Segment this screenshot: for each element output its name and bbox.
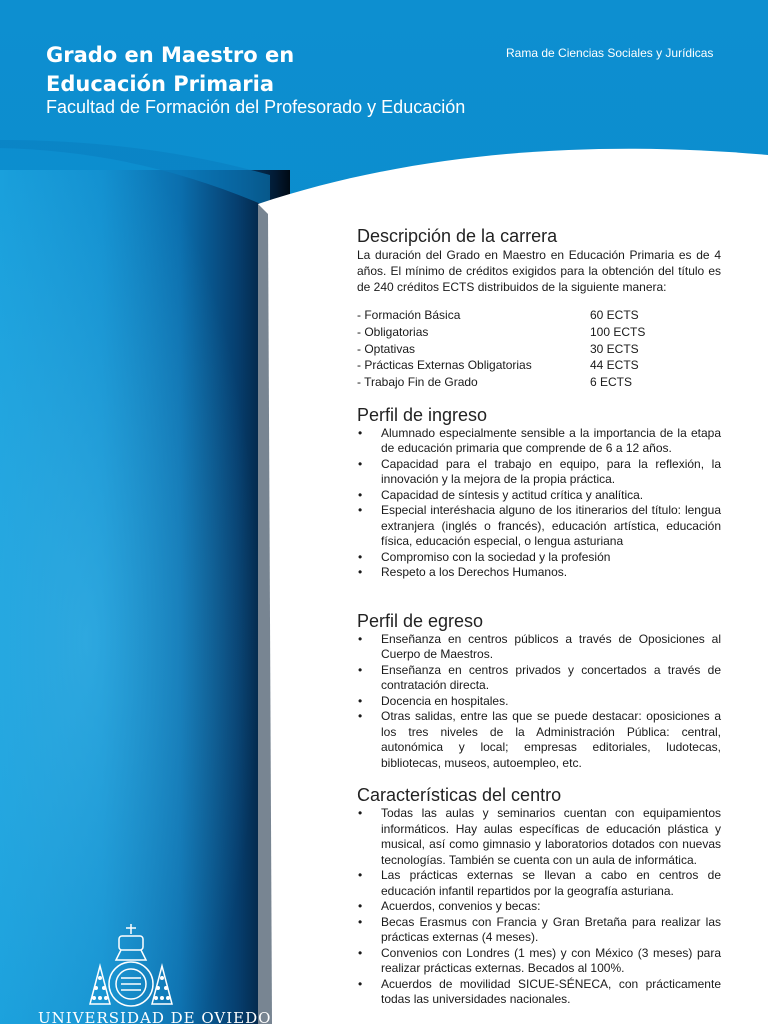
credit-label: - Optativas — [357, 341, 416, 356]
branch-label: Rama de Ciencias Sociales y Jurídicas — [506, 46, 714, 60]
credit-value: 44 ECTS — [590, 358, 639, 373]
list-item: • Capacidad de síntesis y actitud crítica y analítica. — [357, 488, 721, 504]
university-crest-icon — [76, 920, 186, 1010]
section-centro — [357, 785, 721, 1008]
credits-row — [357, 341, 721, 358]
descripcion-heading: Descripción de la carrera — [357, 226, 558, 246]
credit-value: 60 ECTS — [590, 308, 639, 322]
credit-label: - Obligatorias — [357, 324, 429, 339]
credit-value: 100 ECTS — [590, 324, 646, 339]
centro-list — [357, 806, 721, 1008]
list-item: • Enseñanza en centros privados y concertados a través de contratación directa. — [357, 663, 721, 694]
list-item: • Capacidad para el trabajo en equipo, para la reflexión, la innovación y la mejora de la propia práctica. — [357, 457, 721, 488]
list-item: • Otras salidas, entre las que se puede destacar: oposiciones a los tres niveles de la Administración Pública: central, autonómica y local; empresas editoriales, ludotecas, bibliotecas, museos, autoempleo, etc. — [357, 709, 721, 771]
list-item: • Especial interéshacia alguno de los itinerarios del título: lengua extranjera (inglés o francés), educación artística, educación física, educación especial, o lengua asturiana — [357, 503, 721, 550]
list-item: • Las prácticas externas se llevan a cabo en centros de educación infantil repartidos por la geografía asturiana. — [357, 868, 721, 899]
list-item: • Convenios con Londres (1 mes) y con México (3 meses) para realizar prácticas externas. Becados al 100%. — [357, 946, 721, 977]
section-descripcion — [357, 226, 721, 391]
faculty-name: Facultad de Formación del Profesorado y Educación — [46, 97, 466, 117]
credit-value: 30 ECTS — [590, 341, 639, 356]
degree-title-line1: Grado en Maestro en — [46, 43, 295, 67]
egreso-list — [357, 632, 721, 772]
credits-row — [357, 307, 721, 324]
list-item: • Alumnado especialmente sensible a la importancia de la etapa de educación primaria que comprende de 6 a 12 años. — [357, 426, 721, 457]
list-item: • Compromiso con la sociedad y la profesión — [357, 550, 721, 566]
list-item: • Acuerdos, convenios y becas: — [357, 899, 721, 915]
degree-title-line2: Educación Primaria — [46, 72, 275, 96]
ingreso-list — [357, 426, 721, 581]
credits-row — [357, 324, 721, 341]
list-item: • Enseñanza en centros públicos a través de Oposiciones al Cuerpo de Maestros. — [357, 632, 721, 663]
descripcion-text: La duración del Grado en Maestro en Educación Primaria es de 4 años. El mínimo de créditos exigidos para la obtención del título es de 240 créditos ECTS distribuidos de la siguiente manera: — [357, 248, 721, 294]
university-name: UNIVERSIDAD DE OVIEDO — [38, 1009, 272, 1024]
main-content — [357, 226, 721, 1008]
credits-table — [357, 307, 721, 391]
credit-label: - Prácticas Externas Obligatorias — [357, 358, 532, 373]
credits-row — [357, 357, 721, 374]
list-item: • Respeto a los Derechos Humanos. — [357, 565, 721, 581]
section-ingreso — [357, 405, 721, 581]
credit-value: 6 ECTS — [590, 375, 633, 390]
credit-label: - Trabajo Fin de Grado — [357, 375, 478, 390]
credit-label: - Formación Básica — [357, 308, 461, 322]
egreso-heading: Perfil de egreso — [357, 610, 484, 631]
list-item: • Acuerdos de movilidad SICUE-SÉNECA, con prácticamente todas las universidades nacionales. — [357, 977, 721, 1008]
list-item: • Todas las aulas y seminarios cuentan con equipamientos informáticos. Hay aulas específicas de educación plástica y musical, así como gimnasio y laboratorios dotados con nuevas tecnologías. También se cuenta con un aula de informática. — [357, 806, 721, 868]
centro-heading: Características del centro — [357, 785, 562, 806]
list-item: • Docencia en hospitales. — [357, 694, 721, 710]
section-egreso — [357, 611, 721, 772]
list-item: • Becas Erasmus con Francia y Gran Bretaña para realizar las prácticas externas (4 meses). — [357, 915, 721, 946]
ingreso-heading: Perfil de ingreso — [357, 404, 488, 425]
credits-row — [357, 374, 721, 391]
